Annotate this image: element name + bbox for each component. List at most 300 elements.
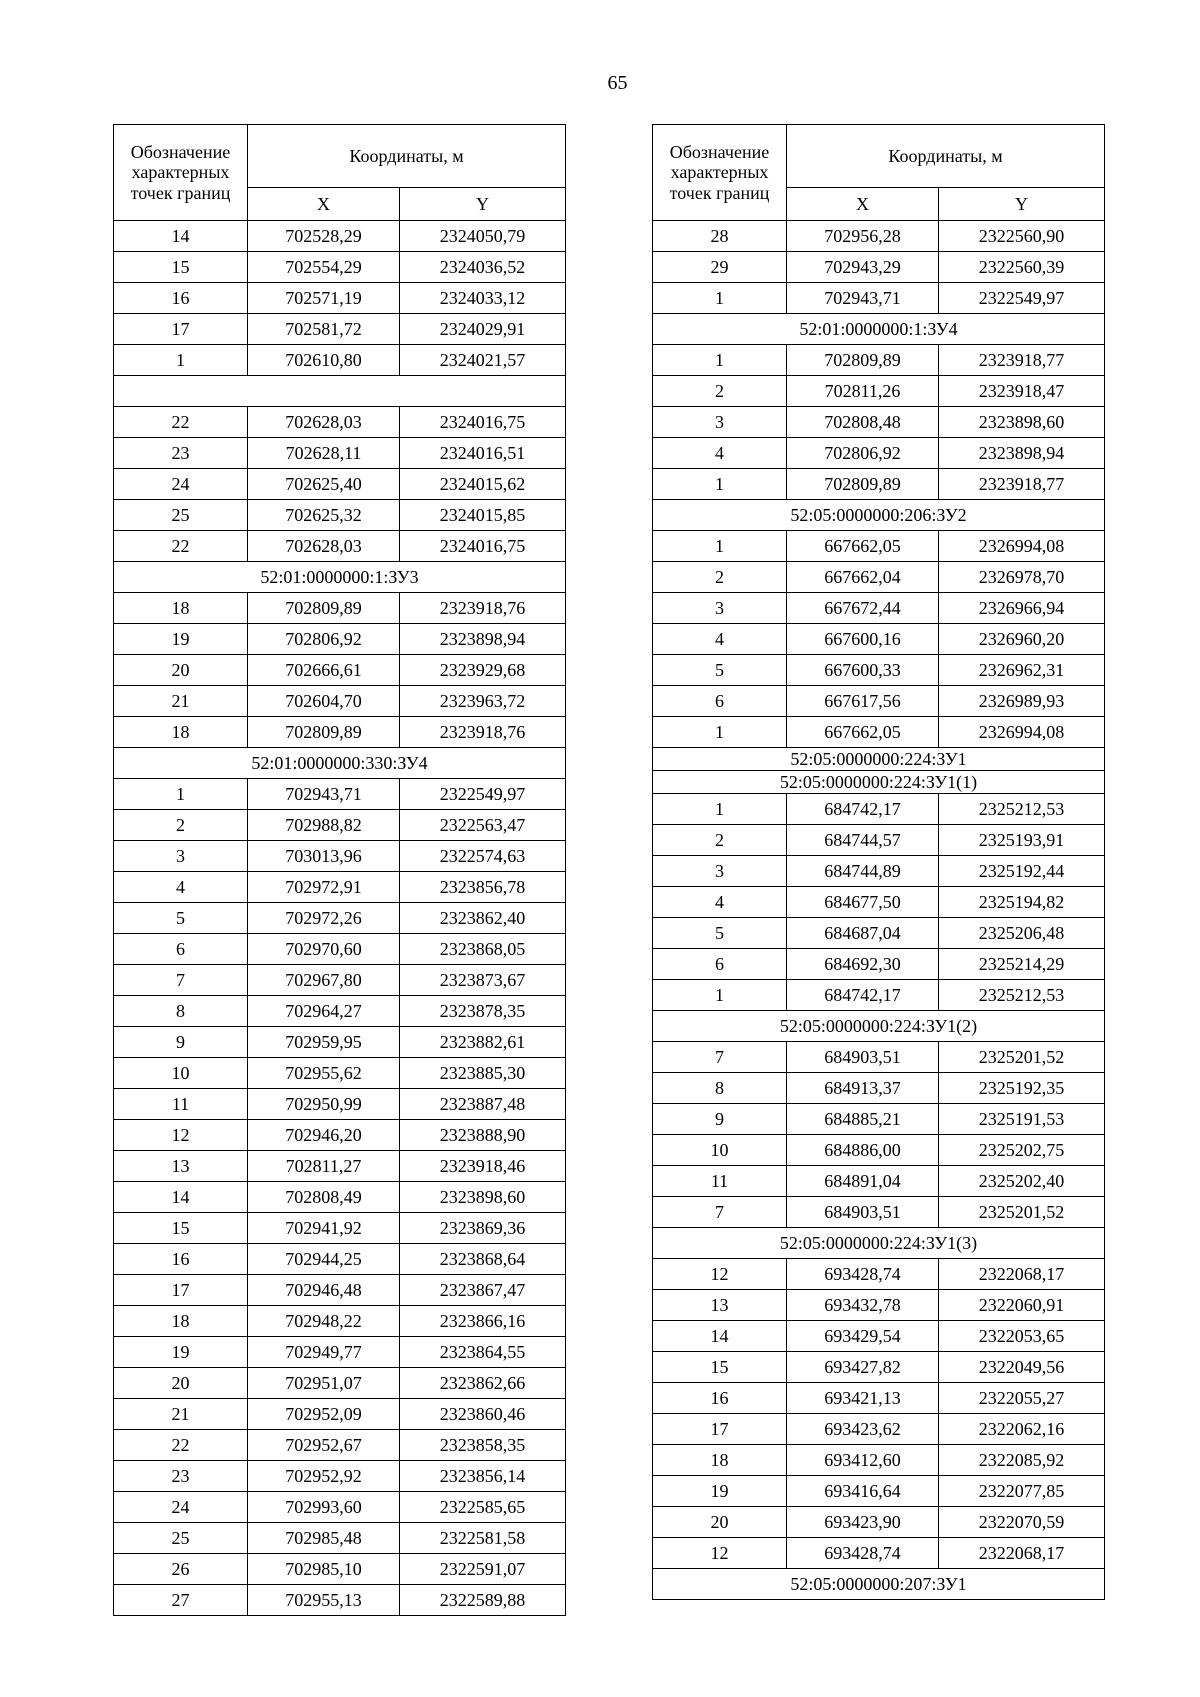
point-number: 22 — [114, 1430, 248, 1461]
point-number: 8 — [653, 1073, 787, 1104]
table-row — [653, 1383, 1105, 1414]
x-coordinate: 702943,71 — [248, 779, 400, 810]
table-row — [653, 918, 1105, 949]
point-number: 21 — [114, 1399, 248, 1430]
table-row — [114, 593, 566, 624]
point-number: 19 — [114, 1337, 248, 1368]
y-coordinate: 2325191,53 — [939, 1104, 1105, 1135]
x-coordinate: 702808,49 — [248, 1182, 400, 1213]
table-row — [653, 825, 1105, 856]
section-row — [653, 1011, 1105, 1042]
table-row — [114, 531, 566, 562]
table-row — [114, 903, 566, 934]
x-coordinate: 702946,48 — [248, 1275, 400, 1306]
y-coordinate: 2322070,59 — [939, 1507, 1105, 1538]
y-coordinate: 2322549,97 — [939, 283, 1105, 314]
y-coordinate: 2323856,14 — [400, 1461, 566, 1492]
table-row — [653, 283, 1105, 314]
point-designation-header: Обозначение характерных точек границ — [114, 125, 248, 221]
y-coordinate: 2323918,47 — [939, 376, 1105, 407]
point-number: 2 — [114, 810, 248, 841]
table-row — [653, 887, 1105, 918]
point-number: 17 — [653, 1414, 787, 1445]
point-number: 29 — [653, 252, 787, 283]
point-number: 26 — [114, 1554, 248, 1585]
table-row — [653, 1042, 1105, 1073]
point-number: 19 — [114, 624, 248, 655]
y-coordinate: 2324016,75 — [400, 531, 566, 562]
y-coordinate: 2322574,63 — [400, 841, 566, 872]
point-number: 11 — [114, 1089, 248, 1120]
x-coordinate: 667600,16 — [787, 624, 939, 655]
point-number: 10 — [114, 1058, 248, 1089]
table-row — [114, 934, 566, 965]
y-coordinate: 2322085,92 — [939, 1445, 1105, 1476]
point-number: 22 — [114, 407, 248, 438]
y-header: Y — [939, 188, 1105, 221]
x-coordinate: 684742,17 — [787, 980, 939, 1011]
x-coordinate: 693428,74 — [787, 1259, 939, 1290]
table-row — [114, 1306, 566, 1337]
table-row — [114, 996, 566, 1027]
table-row — [114, 1368, 566, 1399]
x-coordinate: 702628,03 — [248, 531, 400, 562]
y-coordinate: 2322077,85 — [939, 1476, 1105, 1507]
x-coordinate: 702604,70 — [248, 686, 400, 717]
table-row — [114, 965, 566, 996]
y-coordinate: 2322062,16 — [939, 1414, 1105, 1445]
x-coordinate: 702809,89 — [248, 593, 400, 624]
table-row — [114, 345, 566, 376]
x-coordinate: 702811,27 — [248, 1151, 400, 1182]
table-row — [114, 686, 566, 717]
table-row — [114, 283, 566, 314]
point-number: 25 — [114, 500, 248, 531]
x-coordinate: 702955,13 — [248, 1585, 400, 1616]
x-coordinate: 702528,29 — [248, 221, 400, 252]
y-coordinate: 2323868,64 — [400, 1244, 566, 1275]
table-row — [114, 655, 566, 686]
y-coordinate: 2323898,60 — [939, 407, 1105, 438]
table-row — [653, 1352, 1105, 1383]
coordinates-table-right — [652, 124, 1105, 1600]
point-number: 5 — [653, 918, 787, 949]
table-row — [653, 655, 1105, 686]
y-header: Y — [400, 188, 566, 221]
y-coordinate: 2324016,51 — [400, 438, 566, 469]
point-number: 20 — [114, 1368, 248, 1399]
x-coordinate: 702628,03 — [248, 407, 400, 438]
y-coordinate: 2323888,90 — [400, 1120, 566, 1151]
y-coordinate: 2322049,56 — [939, 1352, 1105, 1383]
section-row — [114, 562, 566, 593]
section-label: 52:01:0000000:1:ЗУ3 — [114, 562, 566, 593]
point-number: 14 — [114, 1182, 248, 1213]
table-row — [114, 314, 566, 345]
table-row — [653, 1135, 1105, 1166]
y-coordinate: 2322560,39 — [939, 252, 1105, 283]
table-row — [653, 376, 1105, 407]
point-number: 2 — [653, 376, 787, 407]
x-coordinate: 702628,11 — [248, 438, 400, 469]
x-coordinate: 702666,61 — [248, 655, 400, 686]
y-coordinate: 2323860,46 — [400, 1399, 566, 1430]
table-row — [114, 1554, 566, 1585]
x-coordinate: 702949,77 — [248, 1337, 400, 1368]
point-number: 17 — [114, 1275, 248, 1306]
x-coordinate: 702948,22 — [248, 1306, 400, 1337]
table-row — [114, 779, 566, 810]
point-number: 13 — [114, 1151, 248, 1182]
table-row — [653, 345, 1105, 376]
point-number: 10 — [653, 1135, 787, 1166]
x-coordinate: 702964,27 — [248, 996, 400, 1027]
table-row — [114, 1523, 566, 1554]
x-coordinate: 667672,44 — [787, 593, 939, 624]
point-number: 4 — [653, 438, 787, 469]
x-coordinate: 702951,07 — [248, 1368, 400, 1399]
table-row — [114, 438, 566, 469]
x-coordinate: 702970,60 — [248, 934, 400, 965]
point-number: 5 — [653, 655, 787, 686]
point-number: 18 — [114, 717, 248, 748]
y-coordinate: 2322549,97 — [400, 779, 566, 810]
table-row — [653, 1104, 1105, 1135]
point-number: 7 — [653, 1197, 787, 1228]
x-coordinate: 702571,19 — [248, 283, 400, 314]
y-coordinate: 2322068,17 — [939, 1538, 1105, 1569]
y-coordinate: 2322068,17 — [939, 1259, 1105, 1290]
y-coordinate: 2323882,61 — [400, 1027, 566, 1058]
point-number: 17 — [114, 314, 248, 345]
y-coordinate: 2322585,65 — [400, 1492, 566, 1523]
x-coordinate: 702941,92 — [248, 1213, 400, 1244]
point-number: 1 — [653, 345, 787, 376]
y-coordinate: 2325192,35 — [939, 1073, 1105, 1104]
table-row — [653, 1259, 1105, 1290]
section-label: 52:05:0000000:206:ЗУ2 — [653, 500, 1105, 531]
section-row — [114, 748, 566, 779]
section-label: 52:05:0000000:224:ЗУ1(2) — [653, 1011, 1105, 1042]
y-coordinate: 2323885,30 — [400, 1058, 566, 1089]
point-number: 1 — [114, 779, 248, 810]
y-coordinate: 2323918,76 — [400, 593, 566, 624]
point-number: 3 — [653, 593, 787, 624]
y-coordinate: 2323867,47 — [400, 1275, 566, 1306]
table-row — [653, 980, 1105, 1011]
table-row — [114, 1027, 566, 1058]
x-coordinate: 702809,89 — [787, 345, 939, 376]
x-coordinate: 702944,25 — [248, 1244, 400, 1275]
point-number: 9 — [114, 1027, 248, 1058]
point-number: 27 — [114, 1585, 248, 1616]
y-coordinate: 2326989,93 — [939, 686, 1105, 717]
y-coordinate: 2323963,72 — [400, 686, 566, 717]
table-row — [114, 624, 566, 655]
point-number: 1 — [653, 980, 787, 1011]
y-coordinate: 2324016,75 — [400, 407, 566, 438]
x-coordinate: 702988,82 — [248, 810, 400, 841]
x-coordinate: 667662,05 — [787, 531, 939, 562]
x-coordinate: 693416,64 — [787, 1476, 939, 1507]
y-coordinate: 2326962,31 — [939, 655, 1105, 686]
table-row — [114, 810, 566, 841]
section-row — [653, 314, 1105, 345]
point-number: 4 — [653, 887, 787, 918]
section-label: 52:01:0000000:1:ЗУ4 — [653, 314, 1105, 345]
table-row — [653, 1507, 1105, 1538]
y-coordinate: 2322560,90 — [939, 221, 1105, 252]
y-coordinate: 2325201,52 — [939, 1042, 1105, 1073]
point-number: 13 — [653, 1290, 787, 1321]
section-label: 52:05:0000000:207:ЗУ1 — [653, 1569, 1105, 1600]
table-row — [653, 1290, 1105, 1321]
y-coordinate: 2325201,52 — [939, 1197, 1105, 1228]
y-coordinate: 2326960,20 — [939, 624, 1105, 655]
y-coordinate: 2323929,68 — [400, 655, 566, 686]
table-row — [653, 717, 1105, 748]
x-coordinate: 684891,04 — [787, 1166, 939, 1197]
point-number: 15 — [114, 252, 248, 283]
table-row — [114, 1213, 566, 1244]
table-row — [114, 872, 566, 903]
table-row — [653, 593, 1105, 624]
table-row — [114, 1244, 566, 1275]
table-row — [653, 1414, 1105, 1445]
x-coordinate: 693432,78 — [787, 1290, 939, 1321]
x-coordinate: 684744,57 — [787, 825, 939, 856]
x-coordinate: 702806,92 — [787, 438, 939, 469]
section-row — [653, 1228, 1105, 1259]
table-row — [114, 407, 566, 438]
point-number: 23 — [114, 1461, 248, 1492]
table-row — [114, 1182, 566, 1213]
x-coordinate: 702993,60 — [248, 1492, 400, 1523]
table-row — [114, 1337, 566, 1368]
section-label: 52:05:0000000:224:ЗУ1(3) — [653, 1228, 1105, 1259]
section-label: 52:01:0000000:330:ЗУ4 — [114, 748, 566, 779]
x-coordinate: 702959,95 — [248, 1027, 400, 1058]
table-row — [653, 438, 1105, 469]
x-coordinate: 702967,80 — [248, 965, 400, 996]
point-number: 4 — [114, 872, 248, 903]
table-row — [114, 717, 566, 748]
x-coordinate: 702809,89 — [248, 717, 400, 748]
x-coordinate: 684885,21 — [787, 1104, 939, 1135]
left-table-body — [114, 221, 566, 1616]
x-coordinate: 702625,40 — [248, 469, 400, 500]
y-coordinate: 2322589,88 — [400, 1585, 566, 1616]
page-number: 65 — [607, 72, 628, 94]
y-coordinate: 2322053,65 — [939, 1321, 1105, 1352]
y-coordinate: 2322591,07 — [400, 1554, 566, 1585]
y-coordinate: 2324015,85 — [400, 500, 566, 531]
table-row — [653, 469, 1105, 500]
table-row — [114, 841, 566, 872]
y-coordinate: 2323918,77 — [939, 345, 1105, 376]
point-number: 22 — [114, 531, 248, 562]
y-coordinate: 2323918,76 — [400, 717, 566, 748]
point-number: 23 — [114, 438, 248, 469]
x-coordinate: 693428,74 — [787, 1538, 939, 1569]
x-coordinate: 684742,17 — [787, 794, 939, 825]
right-table-body — [653, 221, 1105, 1600]
coordinates-header: Координаты, м — [248, 125, 566, 188]
x-coordinate: 684903,51 — [787, 1197, 939, 1228]
point-number: 18 — [114, 1306, 248, 1337]
x-coordinate: 702811,26 — [787, 376, 939, 407]
section-label: 52:05:0000000:224:ЗУ1(1) — [653, 771, 1105, 794]
table-row — [653, 252, 1105, 283]
x-coordinate: 693427,82 — [787, 1352, 939, 1383]
point-number: 3 — [653, 856, 787, 887]
x-coordinate: 693412,60 — [787, 1445, 939, 1476]
y-coordinate: 2324029,91 — [400, 314, 566, 345]
y-coordinate: 2323918,77 — [939, 469, 1105, 500]
x-header: X — [787, 188, 939, 221]
y-coordinate: 2322055,27 — [939, 1383, 1105, 1414]
point-number: 1 — [653, 717, 787, 748]
table-row — [653, 794, 1105, 825]
table-row — [653, 1445, 1105, 1476]
table-row — [653, 562, 1105, 593]
x-coordinate: 703013,96 — [248, 841, 400, 872]
y-coordinate: 2323898,94 — [939, 438, 1105, 469]
point-number: 28 — [653, 221, 787, 252]
y-coordinate: 2323858,35 — [400, 1430, 566, 1461]
x-coordinate: 667662,05 — [787, 717, 939, 748]
table-row — [114, 1275, 566, 1306]
y-coordinate: 2323873,67 — [400, 965, 566, 996]
table-row — [114, 1430, 566, 1461]
y-coordinate: 2324021,57 — [400, 345, 566, 376]
table-row — [114, 1120, 566, 1151]
x-coordinate: 667662,04 — [787, 562, 939, 593]
section-label: 52:05:0000000:224:ЗУ1 — [653, 748, 1105, 771]
point-designation-header: Обозначение характерных точек границ — [653, 125, 787, 221]
table-row — [114, 1089, 566, 1120]
point-number: 3 — [114, 841, 248, 872]
table-row — [114, 1461, 566, 1492]
table-row — [653, 1321, 1105, 1352]
x-coordinate: 702956,28 — [787, 221, 939, 252]
x-coordinate: 693429,54 — [787, 1321, 939, 1352]
y-coordinate: 2324033,12 — [400, 283, 566, 314]
section-row — [653, 748, 1105, 771]
point-number: 19 — [653, 1476, 787, 1507]
y-coordinate: 2323862,66 — [400, 1368, 566, 1399]
x-coordinate: 702808,48 — [787, 407, 939, 438]
blank-cell — [114, 376, 566, 407]
point-number: 6 — [653, 686, 787, 717]
table-row — [653, 949, 1105, 980]
coordinates-header: Координаты, м — [787, 125, 1105, 188]
x-coordinate: 684744,89 — [787, 856, 939, 887]
point-number: 25 — [114, 1523, 248, 1554]
point-number: 2 — [653, 562, 787, 593]
point-number: 12 — [114, 1120, 248, 1151]
point-number: 15 — [653, 1352, 787, 1383]
x-coordinate: 702581,72 — [248, 314, 400, 345]
table-row — [114, 1058, 566, 1089]
table-row — [653, 624, 1105, 655]
y-coordinate: 2325214,29 — [939, 949, 1105, 980]
point-number: 14 — [114, 221, 248, 252]
point-number: 21 — [114, 686, 248, 717]
y-coordinate: 2325202,40 — [939, 1166, 1105, 1197]
y-coordinate: 2323864,55 — [400, 1337, 566, 1368]
table-row — [114, 1151, 566, 1182]
y-coordinate: 2322581,58 — [400, 1523, 566, 1554]
x-coordinate: 702554,29 — [248, 252, 400, 283]
x-coordinate: 702610,80 — [248, 345, 400, 376]
table-row — [653, 1476, 1105, 1507]
y-coordinate: 2323898,94 — [400, 624, 566, 655]
x-coordinate: 702952,09 — [248, 1399, 400, 1430]
point-number: 12 — [653, 1259, 787, 1290]
x-coordinate: 702625,32 — [248, 500, 400, 531]
point-number: 1 — [653, 469, 787, 500]
y-coordinate: 2323918,46 — [400, 1151, 566, 1182]
point-number: 5 — [114, 903, 248, 934]
section-row — [653, 500, 1105, 531]
table-row — [653, 221, 1105, 252]
point-number: 18 — [114, 593, 248, 624]
y-coordinate: 2326994,08 — [939, 531, 1105, 562]
table-row — [114, 469, 566, 500]
x-coordinate: 693423,62 — [787, 1414, 939, 1445]
point-number: 8 — [114, 996, 248, 1027]
y-coordinate: 2323878,35 — [400, 996, 566, 1027]
x-coordinate: 693421,13 — [787, 1383, 939, 1414]
point-number: 16 — [114, 283, 248, 314]
y-coordinate: 2324015,62 — [400, 469, 566, 500]
point-number: 16 — [653, 1383, 787, 1414]
x-coordinate: 702952,92 — [248, 1461, 400, 1492]
y-coordinate: 2323869,36 — [400, 1213, 566, 1244]
y-coordinate: 2323887,48 — [400, 1089, 566, 1120]
x-coordinate: 702972,26 — [248, 903, 400, 934]
blank-row — [114, 376, 566, 407]
point-number: 6 — [653, 949, 787, 980]
x-header: X — [248, 188, 400, 221]
x-coordinate: 684687,04 — [787, 918, 939, 949]
table-row — [653, 686, 1105, 717]
y-coordinate: 2323868,05 — [400, 934, 566, 965]
x-coordinate: 702943,29 — [787, 252, 939, 283]
table-row — [653, 1197, 1105, 1228]
x-coordinate: 702952,67 — [248, 1430, 400, 1461]
table-row — [114, 1585, 566, 1616]
y-coordinate: 2325206,48 — [939, 918, 1105, 949]
y-coordinate: 2323866,16 — [400, 1306, 566, 1337]
point-number: 7 — [114, 965, 248, 996]
x-coordinate: 702985,48 — [248, 1523, 400, 1554]
y-coordinate: 2325212,53 — [939, 794, 1105, 825]
section-row — [653, 1569, 1105, 1600]
table-row — [114, 1399, 566, 1430]
point-number: 16 — [114, 1244, 248, 1275]
table-row — [114, 500, 566, 531]
table-row — [653, 1538, 1105, 1569]
x-coordinate: 684692,30 — [787, 949, 939, 980]
x-coordinate: 684913,37 — [787, 1073, 939, 1104]
x-coordinate: 702972,91 — [248, 872, 400, 903]
point-number: 9 — [653, 1104, 787, 1135]
point-number: 1 — [653, 531, 787, 562]
point-number: 1 — [114, 345, 248, 376]
x-coordinate: 702946,20 — [248, 1120, 400, 1151]
